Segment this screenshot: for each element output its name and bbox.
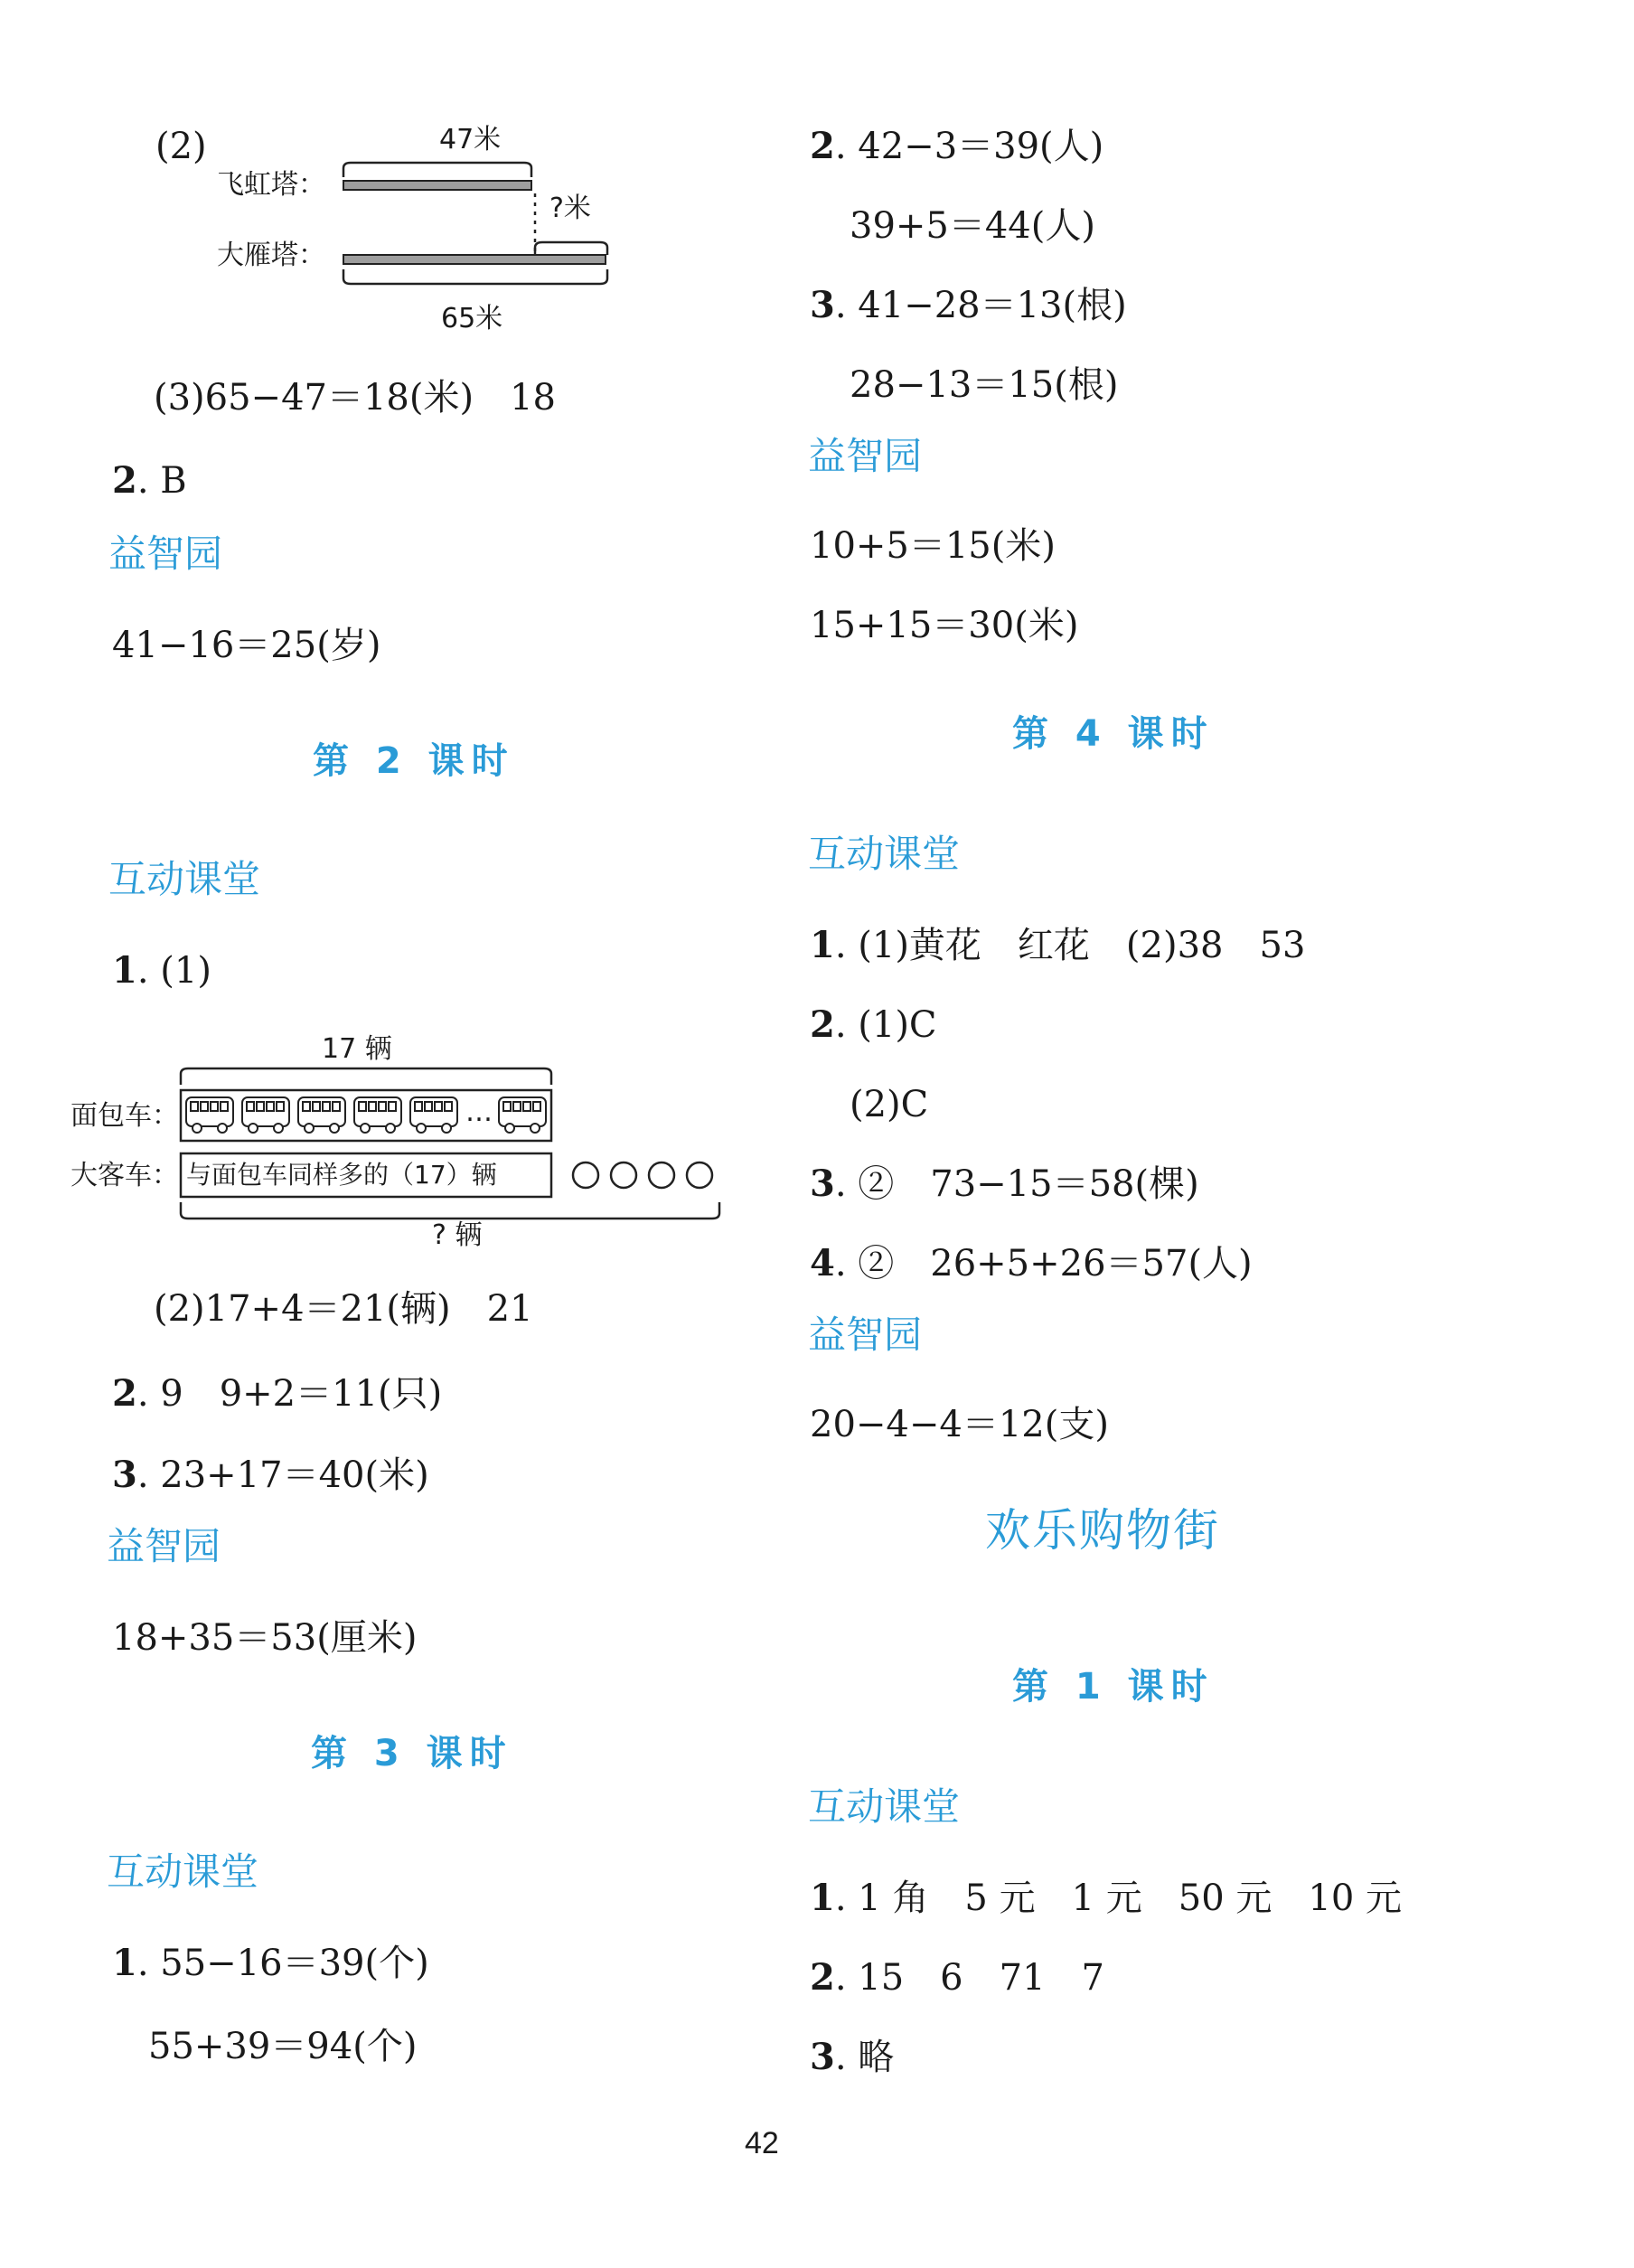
l4-q2-answer-line2: (2)C [850,1084,929,1125]
u1-q1-answer: . 1 角 5 元 1 元 50 元 10 元 [834,1877,1402,1919]
yizhiyuan-3-line1: 10+5＝15(米) [810,525,1056,567]
van-window [211,1102,218,1111]
van-ellipsis: … [465,1096,493,1128]
van-window [513,1102,521,1111]
van-window [533,1102,540,1111]
hudong-heading-4: 互动课堂 [808,832,961,876]
van-wheel [531,1124,540,1133]
van-window [415,1102,422,1111]
van-wheel [249,1124,258,1133]
l4-q2-answer: . (1)C [834,1004,937,1046]
van-wheel [218,1124,227,1133]
l3-q1-answer-line2: 55+39＝94(个) [148,2026,418,2067]
van-icon [410,1097,457,1126]
van-window [435,1102,442,1111]
van-window [191,1102,198,1111]
bus-row-label: 大客车： [70,1160,179,1191]
l4-q3-answer: . ② 73−15＝58(棵) [834,1163,1199,1205]
van-window [333,1102,340,1111]
bottom-length-label: 65米 [441,303,503,334]
u1-q3-number: 3 [810,2036,835,2078]
van-icon [242,1097,289,1126]
l4-q4-answer: . ② 26+5+26＝57(人) [834,1243,1253,1285]
van-window [379,1102,386,1111]
van-icon [354,1097,401,1126]
van-wheel [330,1124,339,1133]
yizhiyuan-2-equation: 18+35＝53(厘米) [112,1617,418,1659]
difference-label: ?米 [549,193,591,224]
u1-q3-answer: . 略 [834,2037,895,2078]
u1-q2-number: 2 [810,1956,835,1999]
l4-q1-answer: . (1)黄花 红花 (2)38 53 [834,925,1306,966]
van-icon [298,1097,345,1126]
van-icon [186,1097,233,1126]
van-wheel [386,1124,395,1133]
l2-q1-number: 1 [112,949,137,992]
van-window [425,1102,432,1111]
l2-q1-part2-answer: (2)17+4＝21(辆) 21 [154,1288,533,1330]
yizhiyuan-heading-3: 益智园 [808,434,923,478]
van-wheel [442,1124,451,1133]
l3-q1-number: 1 [112,1942,137,1984]
u1-q1-number: 1 [810,1877,835,1919]
van-wheel [361,1124,370,1133]
top-length-label: 47米 [439,124,502,155]
yizhiyuan-heading-1: 益智园 [108,532,223,576]
bus-total-question: ? 辆 [432,1219,483,1251]
van-window [267,1102,274,1111]
feihong-tower-label: 飞虹塔： [217,169,325,201]
lesson-2-title: 第 2 课时 [313,740,515,782]
l2-q3-number: 3 [112,1454,137,1496]
yizhiyuan-4-equation: 20−4−4＝12(支) [810,1404,1109,1445]
yizhiyuan-3-line2: 15+15＝30(米) [810,605,1079,646]
van-window [303,1102,310,1111]
hudong-heading-1: 互动课堂 [808,1784,961,1829]
van-window [523,1102,531,1111]
van-window [313,1102,320,1111]
unit-title: 欢乐购物街 [985,1504,1220,1557]
l4-q4-number: 4 [810,1242,835,1285]
van-window [359,1102,366,1111]
u1-q2-answer: . 15 6 71 7 [834,1957,1104,1999]
hudong-heading-3: 互动课堂 [107,1849,259,1894]
bus-box-text: 与面包车同样多的（17）辆 [186,1160,497,1190]
van-window [445,1102,452,1111]
van-icon [499,1097,546,1126]
part-3-answer: (3)65−47＝18(米) 18 [154,377,556,419]
van-wheel [417,1124,426,1133]
q2-answer: . B [136,460,187,502]
l2-q3-answer: . 23+17＝40(米) [136,1454,429,1496]
l2-q2-answer: . 9 9+2＝11(只) [136,1373,443,1415]
van-window [277,1102,284,1111]
lesson-4-title: 第 4 课时 [1012,713,1215,755]
l2-q1-part: . (1) [136,950,211,992]
yizhiyuan-1-equation: 41−16＝25(岁) [112,625,381,666]
page-number: 42 [745,2126,779,2160]
van-window [201,1102,208,1111]
van-wheel [505,1124,514,1133]
hudong-heading-2: 互动课堂 [108,857,261,901]
total-vans-label: 17 辆 [322,1033,392,1065]
lesson-1-title: 第 1 课时 [1012,1666,1215,1708]
part-2-label: (2) [155,126,207,167]
r-q3-answer: . 41−28＝13(根) [834,285,1127,326]
van-window [389,1102,396,1111]
r-q2-answer-line2: 39+5＝44(人) [850,205,1095,247]
van-window [221,1102,228,1111]
van-row-label: 面包车： [70,1100,179,1132]
l2-q2-number: 2 [112,1372,137,1415]
q2-number: 2 [112,459,137,502]
van-window [369,1102,376,1111]
yizhiyuan-heading-2: 益智园 [107,1524,221,1568]
l3-q1-answer: . 55−16＝39(个) [136,1943,429,1984]
van-window [247,1102,254,1111]
lesson-3-title: 第 3 课时 [311,1733,513,1774]
l4-q1-number: 1 [810,924,835,966]
van-wheel [193,1124,202,1133]
van-window [257,1102,264,1111]
van-window [323,1102,330,1111]
yizhiyuan-heading-4: 益智园 [808,1313,923,1357]
van-wheel [274,1124,283,1133]
van-window [503,1102,511,1111]
r-q2-answer: . 42−3＝39(人) [834,126,1104,167]
l4-q2-number: 2 [810,1003,835,1046]
r-q3-answer-line2: 28−13＝15(根) [850,364,1119,406]
r-q3-number: 3 [810,284,835,326]
van-wheel [305,1124,314,1133]
dayan-tower-label: 大雁塔： [217,240,325,271]
r-q2-number: 2 [810,125,835,167]
l4-q3-number: 3 [810,1162,835,1205]
